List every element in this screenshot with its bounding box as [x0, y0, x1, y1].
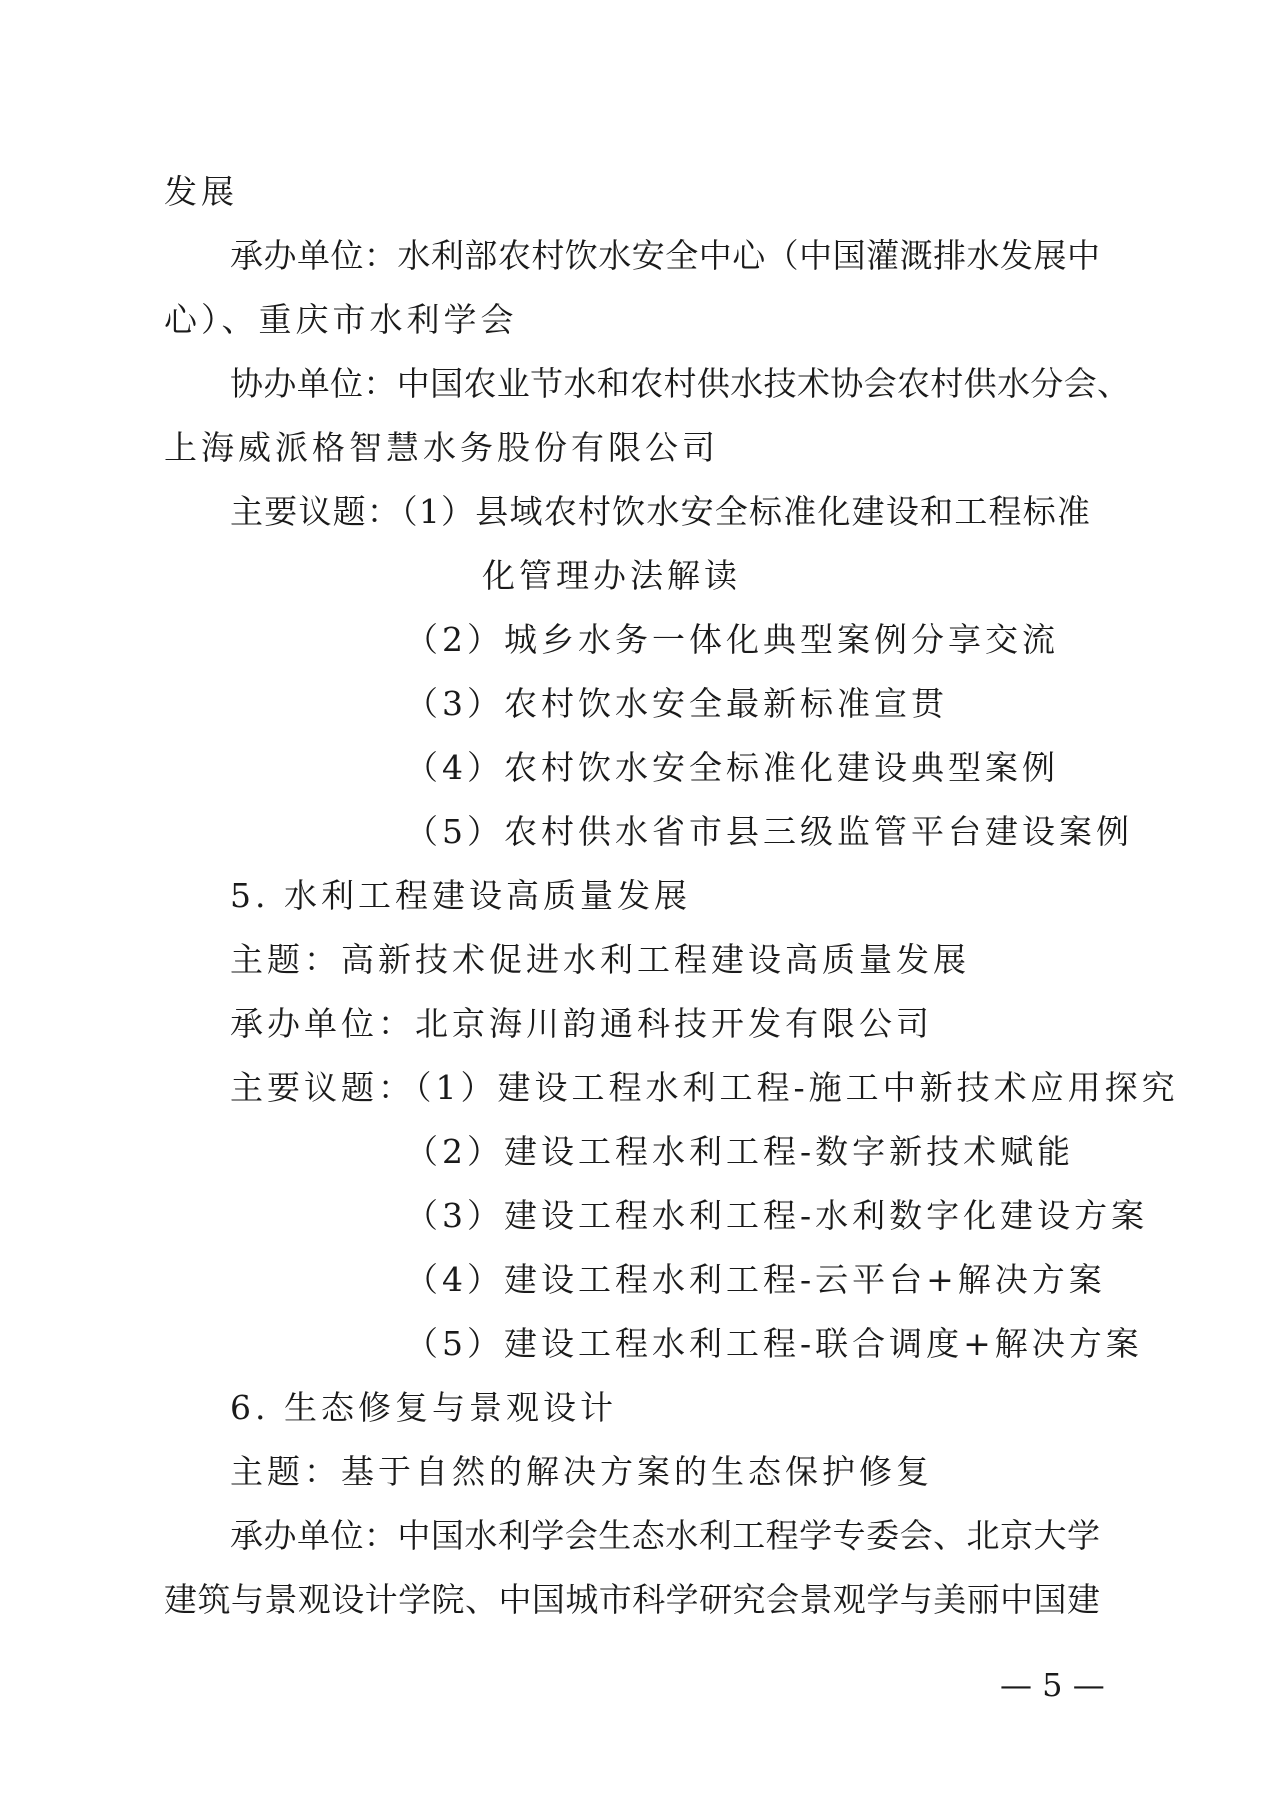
text-line-5: 上海威派格智慧水务股份有限公司 — [164, 428, 719, 467]
text-line-23: 建筑与景观设计学院、中国城市科学研究会景观学与美丽中国建 — [164, 1580, 1100, 1619]
text-line-11: （5）农村供水省市县三级监管平台建设案例 — [405, 812, 1133, 851]
text-line-10: （4）农村饮水安全标准化建设典型案例 — [405, 748, 1059, 787]
text-line-16: （2）建设工程水利工程-数字新技术赋能 — [405, 1132, 1075, 1171]
text-line-20: 6. 生态修复与景观设计 — [230, 1388, 617, 1427]
text-line-4: 协办单位：中国农业节水和农村供水技术协会农村供水分会、 — [230, 364, 1130, 403]
text-line-1: 发展 — [164, 172, 238, 211]
text-line-9: （3）农村饮水安全最新标准宣贯 — [405, 684, 948, 723]
text-line-6: 主要议题：（1）县域农村饮水安全标准化建设和工程标准 — [230, 492, 1090, 531]
text-line-14: 承办单位：北京海川韵通科技开发有限公司 — [230, 1004, 933, 1043]
text-line-17: （3）建设工程水利工程-水利数字化建设方案 — [405, 1196, 1149, 1235]
page-number: — 5 — — [1000, 1666, 1105, 1704]
text-line-2: 承办单位：水利部农村饮水安全中心（中国灌溉排水发展中 — [230, 236, 1100, 275]
text-line-15: 主要议题：（1）建设工程水利工程-施工中新技术应用探究 — [230, 1068, 1179, 1107]
text-line-12: 5. 水利工程建设高质量发展 — [230, 876, 691, 915]
text-line-7: 化管理办法解读 — [482, 556, 741, 595]
text-line-3: 心）、重庆市水利学会 — [164, 300, 518, 339]
text-line-18: （4）建设工程水利工程-云平台+解决方案 — [405, 1260, 1106, 1299]
text-line-13: 主题：高新技术促进水利工程建设高质量发展 — [230, 940, 970, 979]
text-line-19: （5）建设工程水利工程-联合调度+解决方案 — [405, 1324, 1143, 1363]
text-line-22: 承办单位：中国水利学会生态水利工程学专委会、北京大学 — [230, 1516, 1100, 1555]
text-line-8: （2）城乡水务一体化典型案例分享交流 — [405, 620, 1059, 659]
text-line-21: 主题：基于自然的解决方案的生态保护修复 — [230, 1452, 933, 1491]
